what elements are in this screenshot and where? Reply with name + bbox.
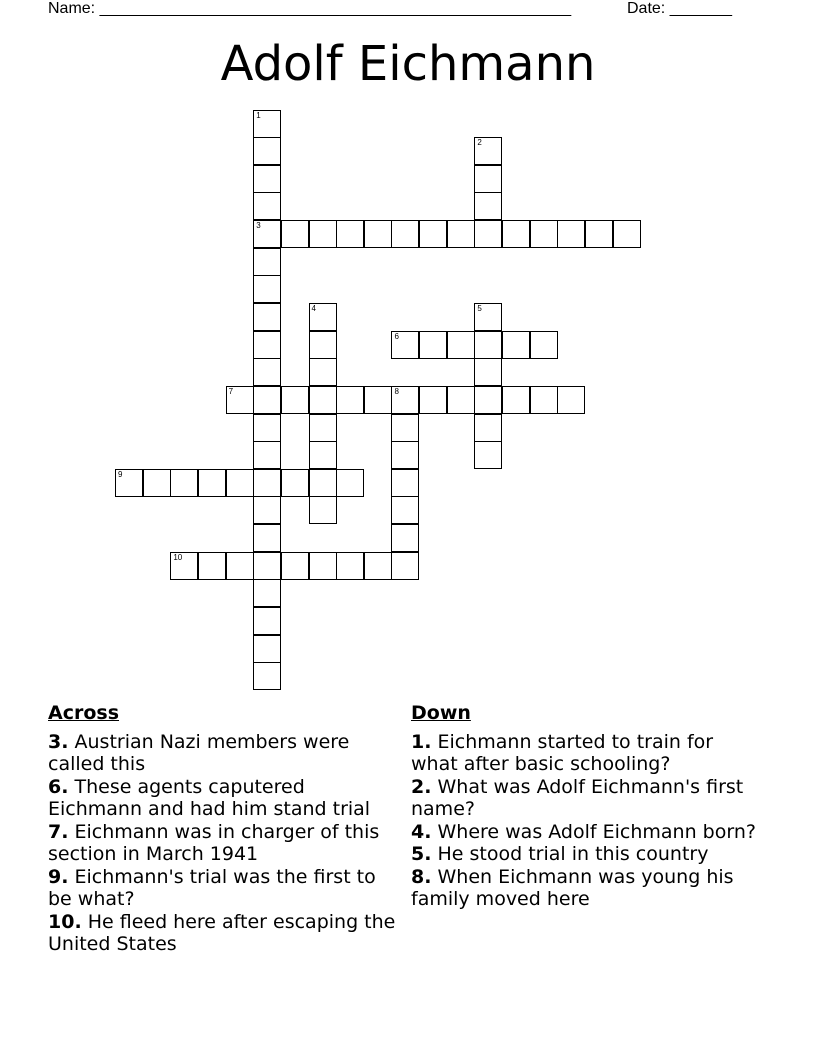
grid-cell[interactable] (115, 469, 143, 497)
grid-cell[interactable] (309, 358, 337, 386)
grid-cell[interactable] (391, 469, 419, 497)
grid-cell[interactable] (391, 220, 419, 248)
grid-cell[interactable] (253, 275, 281, 303)
grid-cell[interactable] (530, 386, 558, 414)
grid-cell[interactable] (309, 441, 337, 469)
clue-item (48, 866, 398, 911)
clue-item (48, 731, 398, 776)
grid-cell[interactable] (281, 469, 309, 497)
grid-cell[interactable] (419, 220, 447, 248)
cell-number: 10 (173, 552, 183, 562)
down-heading: Down (411, 702, 471, 724)
grid-cell[interactable] (253, 469, 281, 497)
grid-cell[interactable] (419, 386, 447, 414)
grid-cell[interactable] (530, 331, 558, 359)
grid-cell[interactable] (253, 414, 281, 442)
cell-number: 3 (256, 221, 261, 231)
grid-cell[interactable] (474, 331, 502, 359)
grid-cell[interactable] (253, 110, 281, 138)
clue-number: 6. (48, 775, 69, 798)
grid-cell[interactable] (143, 469, 171, 497)
grid-cell[interactable] (557, 386, 585, 414)
clue-text: These agents caputered Eichmann and had him stand trial (48, 775, 371, 820)
grid-cell[interactable] (309, 386, 337, 414)
down-clues (411, 702, 761, 911)
grid-cell[interactable] (364, 386, 392, 414)
page-title: Adolf Eichmann (220, 36, 596, 92)
grid-cell[interactable] (253, 441, 281, 469)
grid-cell[interactable] (391, 441, 419, 469)
grid-cell[interactable] (170, 469, 198, 497)
grid-cell[interactable] (253, 496, 281, 524)
grid-cell[interactable] (309, 469, 337, 497)
grid-cell[interactable] (474, 414, 502, 442)
grid-cell[interactable] (364, 552, 392, 580)
grid-cell[interactable] (226, 469, 254, 497)
clue-item (411, 866, 761, 911)
clue-item (48, 911, 398, 956)
grid-cell[interactable] (474, 192, 502, 220)
grid-cell[interactable] (253, 248, 281, 276)
grid-cell[interactable] (391, 414, 419, 442)
grid-cell[interactable] (253, 579, 281, 607)
grid-cell[interactable] (474, 386, 502, 414)
date-field-line: Date: _______ (627, 0, 732, 17)
clue-number: 10. (48, 910, 82, 933)
grid-cell[interactable] (309, 414, 337, 442)
grid-cell[interactable] (447, 386, 475, 414)
grid-cell[interactable] (336, 220, 364, 248)
grid-cell[interactable] (253, 524, 281, 552)
across-heading: Across (48, 702, 120, 724)
clue-item (411, 776, 761, 821)
cell-number: 1 (256, 110, 261, 120)
grid-cell[interactable] (226, 386, 254, 414)
clue-text: Eichmann's trial was the first to be what? (48, 865, 376, 910)
grid-cell[interactable] (253, 331, 281, 359)
grid-cell[interactable] (281, 220, 309, 248)
grid-cell[interactable] (391, 524, 419, 552)
clue-text: Austrian Nazi members were called this (48, 730, 350, 775)
grid-cell[interactable] (253, 358, 281, 386)
cell-number: 8 (394, 386, 399, 396)
grid-cell[interactable] (309, 331, 337, 359)
grid-cell[interactable] (309, 303, 337, 331)
grid-cell[interactable] (502, 386, 530, 414)
grid-cell[interactable] (474, 303, 502, 331)
grid-cell[interactable] (253, 386, 281, 414)
grid-cell[interactable] (253, 165, 281, 193)
grid-cell[interactable] (253, 552, 281, 580)
clue-text: When Eichmann was young his family moved here (411, 865, 734, 910)
grid-cell[interactable] (170, 552, 198, 580)
grid-cell[interactable] (364, 220, 392, 248)
clue-item (411, 843, 761, 866)
grid-cell[interactable] (474, 137, 502, 165)
grid-cell[interactable] (336, 552, 364, 580)
grid-cell[interactable] (474, 165, 502, 193)
clue-text: Eichmann was in charger of this section in March 1941 (48, 820, 380, 865)
grid-cell[interactable] (474, 358, 502, 386)
grid-cell[interactable] (447, 331, 475, 359)
across-clues (48, 702, 398, 956)
grid-cell[interactable] (281, 386, 309, 414)
cell-number: 7 (228, 386, 234, 396)
grid-cell[interactable] (198, 552, 226, 580)
grid-cell[interactable] (474, 441, 502, 469)
clue-text: Where was Adolf Eichmann born? (437, 820, 756, 843)
clue-number: 4. (411, 820, 432, 843)
grid-cell[interactable] (585, 220, 613, 248)
clue-text: Eichmann started to train for what after basic schooling? (411, 730, 714, 775)
grid-cell[interactable] (557, 220, 585, 248)
grid-cell[interactable] (419, 331, 447, 359)
clue-item (411, 731, 761, 776)
grid-cell[interactable] (502, 331, 530, 359)
clue-item (48, 776, 398, 821)
clue-item (411, 821, 761, 844)
grid-cell[interactable] (198, 469, 226, 497)
grid-cell[interactable] (309, 552, 337, 580)
cell-number: 6 (394, 331, 399, 341)
clue-number: 9. (48, 865, 69, 888)
clue-number: 3. (48, 730, 69, 753)
grid-cell[interactable] (336, 386, 364, 414)
clue-number: 7. (48, 820, 69, 843)
clue-text: He fleed here after escaping the United States (48, 910, 396, 955)
clue-number: 1. (411, 730, 432, 753)
grid-cell[interactable] (253, 662, 281, 690)
grid-cell[interactable] (391, 331, 419, 359)
grid-cell[interactable] (391, 552, 419, 580)
clue-number: 8. (411, 865, 432, 888)
down-clue-list (411, 731, 761, 911)
grid-cell[interactable] (474, 220, 502, 248)
grid-cell[interactable] (613, 220, 641, 248)
clue-number: 5. (411, 843, 432, 865)
cell-number: 9 (118, 469, 123, 479)
cell-number: 5 (477, 303, 482, 313)
grid-cell[interactable] (281, 552, 309, 580)
cell-number: 4 (311, 303, 316, 313)
across-clue-list (48, 731, 398, 956)
grid-cell[interactable] (253, 303, 281, 331)
grid-cell[interactable] (447, 220, 475, 248)
grid-cell[interactable] (253, 607, 281, 635)
clue-item (48, 821, 398, 866)
grid-cell[interactable] (391, 496, 419, 524)
name-field-line: Name: _____________________________________________________ (48, 0, 572, 17)
grid-cell[interactable] (253, 635, 281, 663)
grid-cell[interactable] (309, 220, 337, 248)
clue-number: 2. (411, 775, 432, 798)
grid-cell[interactable] (502, 220, 530, 248)
grid-cell[interactable] (253, 192, 281, 220)
grid-cell[interactable] (391, 386, 419, 414)
grid-cell[interactable] (309, 496, 337, 524)
grid-cell[interactable] (336, 469, 364, 497)
grid-cell[interactable] (253, 137, 281, 165)
cell-number: 2 (477, 138, 482, 148)
grid-cell[interactable] (226, 552, 254, 580)
grid-cell[interactable] (253, 220, 281, 248)
clue-text: He stood trial in this country (437, 843, 709, 865)
clue-text: What was Adolf Eichmann's first name? (411, 775, 744, 820)
grid-cell[interactable] (530, 220, 558, 248)
